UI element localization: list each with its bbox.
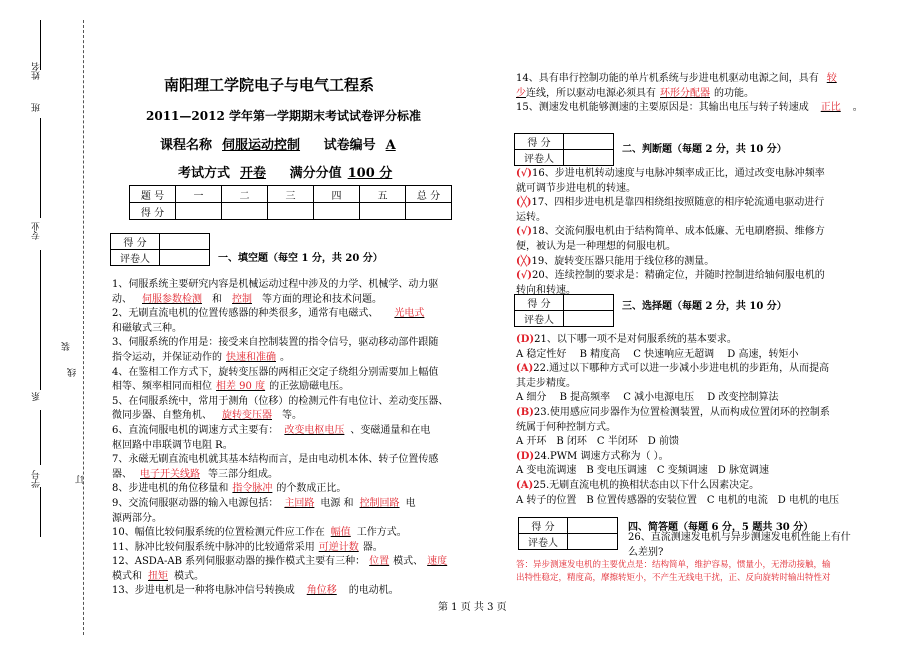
score-table xyxy=(129,185,452,220)
paper-label: 试卷编号 xyxy=(323,138,376,153)
order-label: 订 xyxy=(76,475,86,484)
name-label: 姓名 xyxy=(32,62,42,80)
fill-questions-right xyxy=(516,72,886,116)
table-cell: 题 号 xyxy=(130,186,176,203)
question-line: 10、幅值比较伺服系统的位置检测元件应工作在 幅值 工作方式。 xyxy=(112,527,407,539)
question-line: 么差别? xyxy=(628,546,664,558)
binding-line xyxy=(83,20,84,635)
question-line: 其走步精度。 xyxy=(516,377,576,389)
section-judge-title: 二、判断题（每题 2 分，共 10 分） xyxy=(622,144,787,155)
question-line: 就可调节步进电机的转速。 xyxy=(516,182,636,194)
question-line: (D)24.PWM 调速方式称为（ ）。 xyxy=(516,450,669,462)
question-line: (╳)17、四相步进电机是靠四相绕组按照随意的相序轮流通电驱动进行 xyxy=(516,197,825,209)
question-line: 8、步进电机的角位移量和 指令脉冲 的个数成正比。 xyxy=(112,483,347,495)
table-cell xyxy=(406,203,452,220)
question-line: 5、在伺服系统中，常用于测角（位移）的检测元件有电位计、差动变压器、 xyxy=(112,395,449,407)
question-line: (√)18、交流伺服电机由于结构简单、成本低廉、无电刷磨损、维修方 xyxy=(516,226,825,238)
choice-questions xyxy=(516,333,886,508)
section-fill-title: 一、填空题（每空 1 分，共 20 分） xyxy=(218,253,383,264)
question-line: A 开环 B 闭环 C 半闭环 D 前馈 xyxy=(516,436,679,448)
question-line: 13、步进电机是一种将电脉冲信号转换成 角位移 的电动机。 xyxy=(112,585,399,597)
grader-box-4: 得 分 评卷人 xyxy=(518,517,618,550)
class-label: 班 xyxy=(32,103,42,112)
term-title: 2011—2012 学年第一学期期末考试试卷评分标准 xyxy=(146,109,421,123)
question-line: A 细分 B 提高频率 C 减小电源电压 D 改变控制算法 xyxy=(516,392,779,404)
name-line xyxy=(40,20,41,70)
seal-label: 装 xyxy=(62,342,72,351)
line-label: 线 xyxy=(68,368,78,377)
question-line: (╳)19、旋转变压器只能用于线位移的测量。 xyxy=(516,255,715,267)
table-cell: 三 xyxy=(268,186,314,203)
table-cell: 总 分 xyxy=(406,186,452,203)
question-line: 3、伺服系统的作用是：接受来自控制装置的指令信号，驱动移动部件跟随 xyxy=(112,337,439,349)
question-line: (A)25.无刷直流电机的换相状态由以下什么因素决定。 xyxy=(516,479,760,491)
question-line: 便，被认为是一种理想的伺服电机。 xyxy=(516,240,676,252)
question-line: 1、伺服系统主要研究内容是机械运动过程中涉及的力学、机械学、动力驱 xyxy=(112,279,439,290)
section-choice-title: 三、选择题（每题 2 分，共 10 分） xyxy=(622,301,787,312)
question-line: (B)23.使用感应同步器作为位置检测装置，从而构成位置闭环的控制系 xyxy=(516,406,830,418)
short-question xyxy=(628,531,888,560)
course-row xyxy=(160,134,406,153)
course-label: 课程名称 xyxy=(160,138,213,153)
question-line: 7、永磁无刷直流电机就其基本结构而言，是由电动机本体、转子位置传感 xyxy=(112,454,439,466)
dept-label: 系 xyxy=(32,392,42,401)
section-short-title: 四、简答题（每题 6 分，5 题共 30 分） xyxy=(628,522,814,533)
question-line: 14、具有串行控制功能的单片机系统与步进电机驱动电源之间，具有 较 xyxy=(516,73,837,84)
major-line xyxy=(40,250,41,390)
question-line: 微同步器、自整角机、 旋转变压器 等。 xyxy=(112,410,302,422)
page-number: 第 1 页 共 3 页 xyxy=(438,602,507,613)
question-line: 转向和转速。 xyxy=(516,284,576,296)
table-cell xyxy=(314,203,360,220)
question-line: 动、 伺服参数检测 和 控制 等方面的理论和技术问题。 xyxy=(112,293,382,305)
question-line: 枢回路中串联调节电阻 R。 xyxy=(112,439,233,451)
question-line: 相等、频率相同而相位 相差 90 度 的正弦励磁电压。 xyxy=(112,381,350,393)
question-line: 器、 电子开关线路 等三部分组成。 xyxy=(112,468,278,480)
judge-questions xyxy=(516,167,886,298)
fill-questions xyxy=(112,278,472,599)
question-line: (√)20、连续控制的要求是：精确定位，并随时控制进给轴伺服电机的 xyxy=(516,270,825,282)
mode-row xyxy=(178,162,398,181)
table-cell xyxy=(176,203,222,220)
question-line: 12、ASDA-AB 系列伺服驱动器的操作模式主要有三种： 位置 模式、 速度 xyxy=(112,556,448,568)
question-line: 和磁敏式三种。 xyxy=(112,322,182,334)
grader-box-3: 得 分 评卷人 xyxy=(514,294,614,327)
question-line: 2、无刷直流电机的位置传感器的种类很多，通常有电磁式、 光电式 xyxy=(112,308,425,320)
table-cell: 一 xyxy=(176,186,222,203)
question-line: 少连线，所以驱动电源必须具有 环形分配器 的功能。 xyxy=(516,87,754,99)
grader-box-1 xyxy=(110,233,210,266)
table-cell: 五 xyxy=(360,186,406,203)
table-cell xyxy=(360,203,406,220)
question-line: 6、直流伺服电机的调速方式主要有： 改变电枢电压 、变磁通量和在电 xyxy=(112,424,431,436)
question-line: 26、直流测速发电机与异步测速发电机性能上有什 xyxy=(628,532,851,543)
grader-label: 评卷人 xyxy=(111,250,160,266)
question-line: A 稳定性好 B 精度高 C 快速响应无超调 D 高速，转矩小 xyxy=(516,348,799,360)
answer-line: 答：异步测速发电机的主要优点是：结构简单，维护容易，惯量小，无滑动接触，输 xyxy=(516,560,831,570)
question-line: (A)22.通过以下哪种方式可以进一步减小步进电机的步距角，从而提高 xyxy=(516,363,830,375)
table-cell: 四 xyxy=(314,186,360,203)
paper-value: A xyxy=(385,138,396,153)
question-line: 11、脉冲比较伺服系统中脉冲的比较通常采用 可逆计数 器。 xyxy=(112,541,383,553)
question-line: 15、测速发电机能够测速的主要原因是：其输出电压与转子转速成 正比 。 xyxy=(516,102,863,114)
question-line: 4、在鉴相工作方式下，旋转变压器的两相正交定子绕组分别需要加上幅值 xyxy=(112,366,439,378)
question-line: 模式和 扭矩 模式。 xyxy=(112,570,204,582)
table-cell xyxy=(222,203,268,220)
school-title: 南阳理工学院电子与电气工程系 xyxy=(164,76,375,94)
short-answer xyxy=(516,559,896,585)
score-label: 满分分值 xyxy=(289,166,342,181)
dept-line xyxy=(40,410,41,465)
question-line: 源两部分。 xyxy=(112,512,162,524)
score-value: 100 分 xyxy=(347,166,393,181)
grader-score-label: 得 分 xyxy=(111,234,160,250)
table-cell: 得 分 xyxy=(130,203,176,220)
question-line: A 变电流调速 B 变电压调速 C 变频调速 D 脉宽调速 xyxy=(516,465,769,477)
question-line: (√)16、步进电机转动速度与电脉冲频率成正比，通过改变电脉冲频率 xyxy=(516,168,825,179)
table-cell: 二 xyxy=(222,186,268,203)
mode-value: 开卷 xyxy=(240,166,267,181)
class-line xyxy=(40,118,41,218)
question-line: 9、交流伺服驱动器的输入电源包括： 主回路 电源 和 控制回路 电 xyxy=(112,497,416,509)
id-line xyxy=(40,487,41,537)
question-line: 指令运动，并保证动作的 快速和准确 。 xyxy=(112,351,290,363)
grader-box-2: 得 分 评卷人 xyxy=(514,133,614,166)
table-cell xyxy=(268,203,314,220)
major-label: 专业 xyxy=(32,222,42,240)
question-line: A 转子的位置 B 位置传感器的安装位置 C 电机的电流 D 电机的电压 xyxy=(516,494,839,506)
question-line: (D)21、以下哪一项不是对伺服系统的基本要求。 xyxy=(516,334,737,345)
question-line: 运转。 xyxy=(516,211,546,223)
answer-line: 出特性稳定，精度高，摩擦转矩小，不产生无线电干扰，正、反向旋转时输出特性对 xyxy=(516,573,831,583)
question-line: 统属于何种控制方式。 xyxy=(516,421,616,433)
course-value: 伺服运动控制 xyxy=(222,138,301,153)
id-label: 学号 xyxy=(32,470,42,488)
mode-label: 考试方式 xyxy=(178,166,231,181)
